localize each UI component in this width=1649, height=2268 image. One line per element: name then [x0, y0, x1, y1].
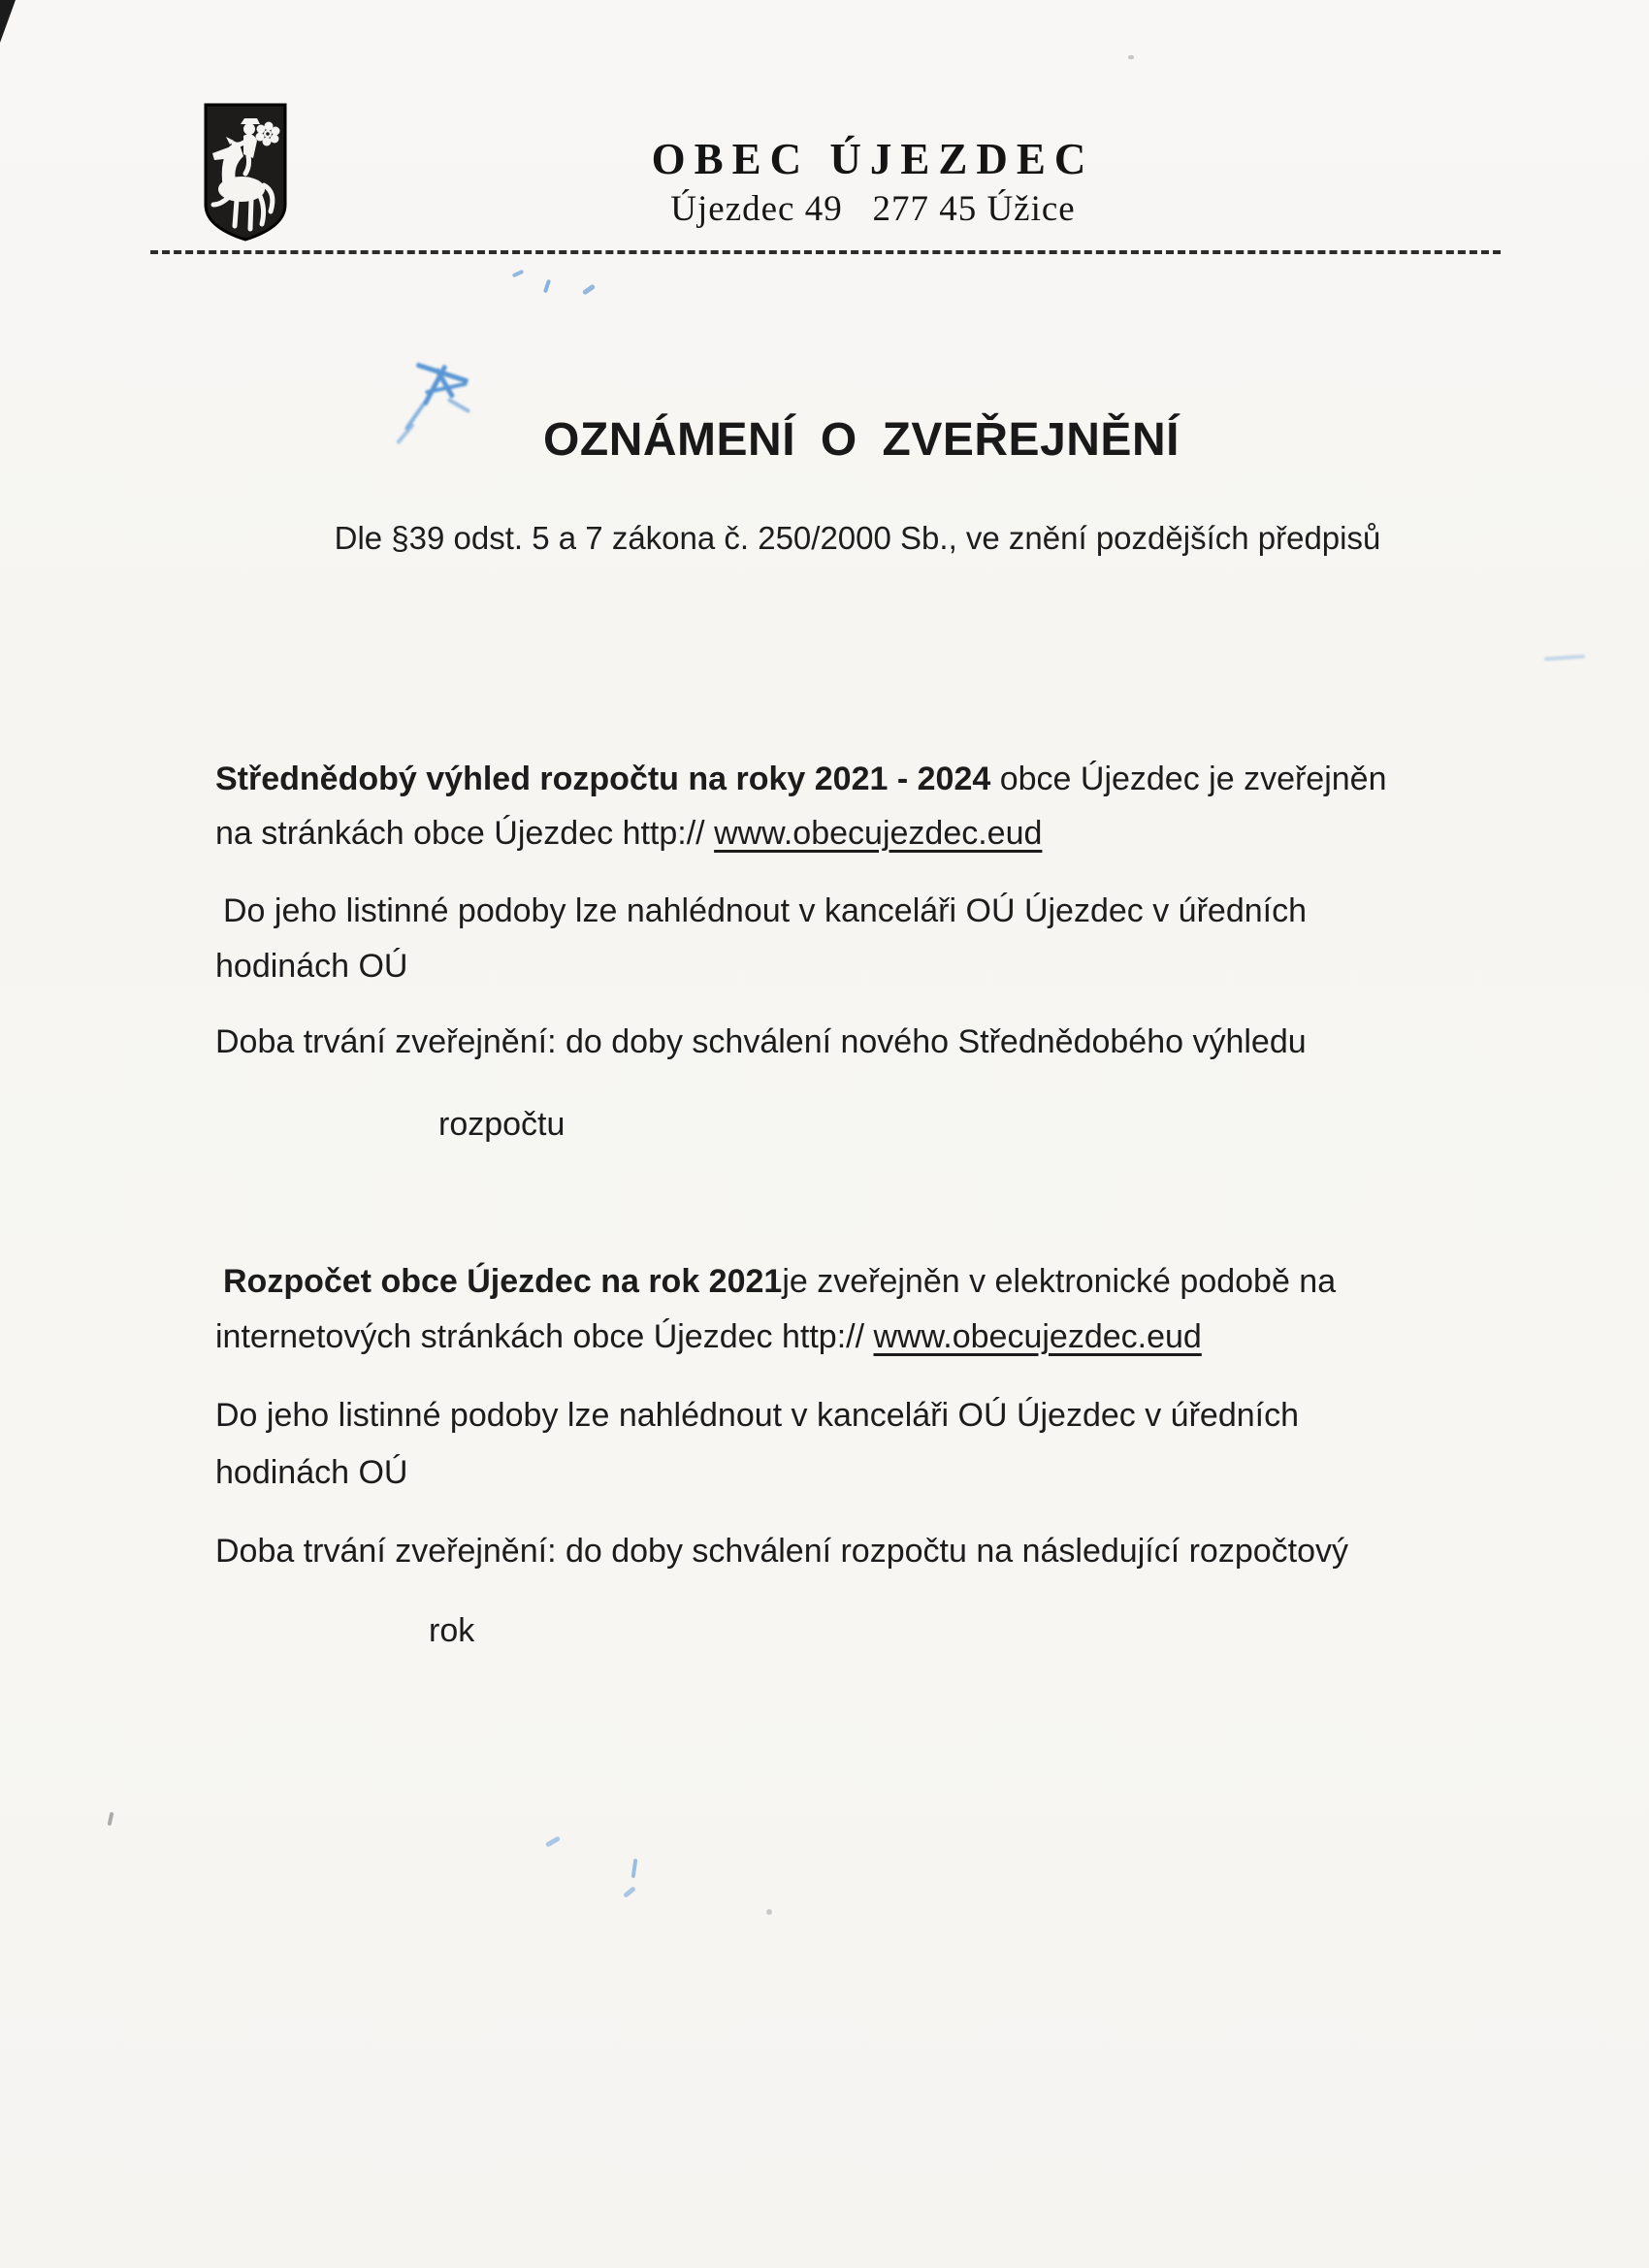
outlook-lead-line	[215, 759, 1387, 800]
outlook-url: www.obecujezdec.eud	[714, 815, 1043, 852]
budget-url: www.obecujezdec.eud	[873, 1318, 1202, 1355]
outlook-inspect-line2: hodinách OÚ	[215, 948, 408, 985]
outlook-duration-line1: Doba trvání zveřejnění: do doby schválení nového Střednědobého výhledu	[215, 1023, 1307, 1060]
ink-speck	[543, 279, 551, 294]
ink-speck	[582, 283, 596, 295]
dust-speck	[766, 1909, 772, 1915]
ink-speck	[631, 1859, 638, 1878]
ink-smudge	[396, 361, 502, 458]
budget-lead-rest: je zveřejněn v elektronické podobě na	[782, 1263, 1337, 1300]
outlook-lead-bold: Střednědobý výhled rozpočtu na roky 2021 - 2024	[215, 761, 991, 797]
outlook-duration-line2: rozpočtu	[438, 1106, 566, 1143]
pencil-speck	[108, 1812, 114, 1827]
budget-duration-line1: Doba trvání zveřejnění: do doby schválení rozpočtu na následující rozpočtový	[215, 1533, 1349, 1570]
budget-duration-line2: rok	[429, 1612, 475, 1649]
ink-speck	[545, 1835, 561, 1847]
budget-lead-bold: Rozpočet obce Újezdec na rok 2021	[223, 1263, 783, 1300]
outlook-lead-rest: obce Újezdec je zveřejněn	[990, 761, 1387, 797]
outlook-publish-line	[215, 813, 1042, 855]
outlook-inspect-line1: Do jeho listinné podoby lze nahlédnout v kanceláři OÚ Újezdec v úředních	[223, 892, 1307, 929]
ink-speck	[1544, 655, 1585, 662]
budget-publish-line	[215, 1316, 1202, 1358]
budget-lead-line	[223, 1261, 1336, 1303]
header-divider	[150, 250, 1501, 254]
municipality-name: OBEC ÚJEZDEC	[651, 135, 1095, 183]
budget-inspect-line2: hodinách OÚ	[215, 1454, 408, 1491]
dust-speck	[1128, 55, 1134, 59]
municipality-address: Újezdec 49 277 45 Úžice	[670, 189, 1076, 229]
ink-speck	[623, 1886, 636, 1898]
document-title: OZNÁMENÍ O ZVEŘEJNĚNÍ	[543, 414, 1180, 466]
coat-of-arms-icon	[201, 100, 290, 245]
ink-speck	[512, 270, 525, 278]
budget-publish-prefix: internetových stránkách obce Újezdec http://	[215, 1318, 874, 1355]
outlook-publish-prefix: na stránkách obce Újezdec http://	[215, 815, 715, 852]
budget-inspect-line1: Do jeho listinné podoby lze nahlédnout v kanceláři OÚ Újezdec v úředních	[215, 1397, 1299, 1434]
legal-basis-line: Dle §39 odst. 5 a 7 zákona č. 250/2000 Sb., ve znění pozdějších předpisů	[334, 520, 1381, 556]
scan-corner-mark	[0, 0, 16, 43]
